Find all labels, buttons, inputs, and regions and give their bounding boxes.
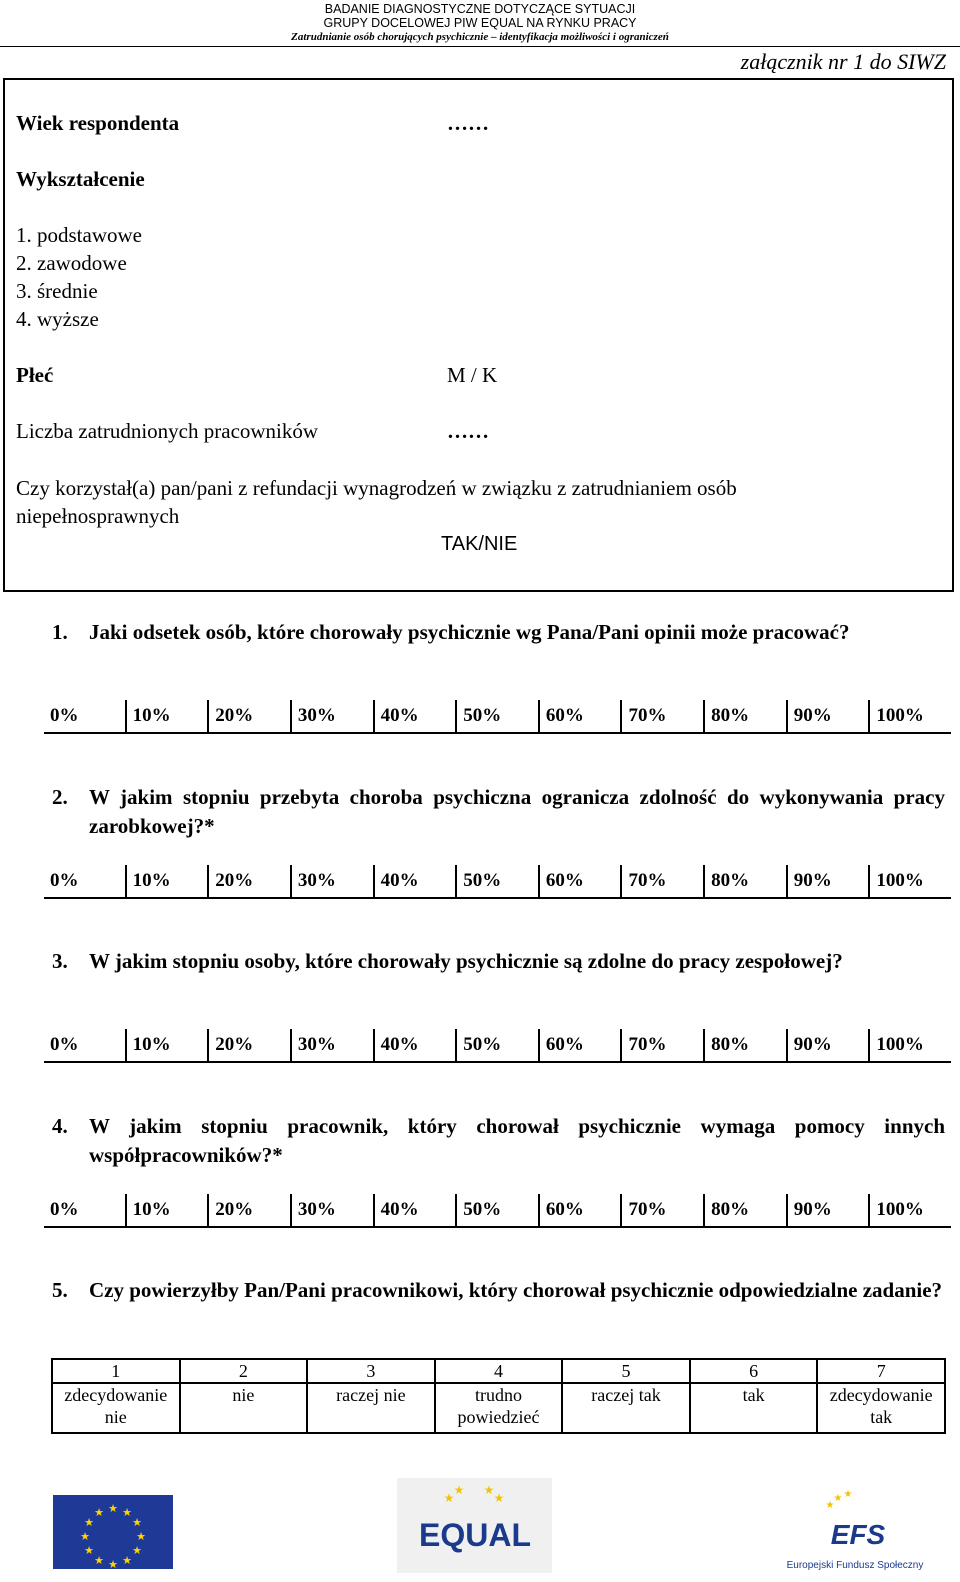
education-option[interactable]: 4. wyższe xyxy=(16,307,99,331)
sex-value[interactable]: M / K xyxy=(447,363,498,387)
question-text: W jakim stopniu osoby, które chorowały psychicznie są zdolne do pracy zespołowej? xyxy=(89,949,843,973)
scale-option[interactable]: 80% xyxy=(703,1029,786,1061)
question-number: 5. xyxy=(52,1278,68,1302)
likert-number[interactable]: 6 xyxy=(690,1359,818,1383)
scale-option[interactable]: 90% xyxy=(786,865,869,897)
likert-number[interactable]: 7 xyxy=(817,1359,945,1383)
scale-option[interactable]: 90% xyxy=(786,1194,869,1226)
svg-text:★: ★ xyxy=(132,1516,142,1529)
scale-option[interactable]: 70% xyxy=(620,865,703,897)
scale-option[interactable]: 60% xyxy=(538,700,621,732)
likert-label[interactable]: zdecydowanie tak xyxy=(817,1383,945,1433)
scale-option[interactable]: 30% xyxy=(290,865,373,897)
svg-text:★: ★ xyxy=(825,1500,835,1511)
scale-option[interactable]: 80% xyxy=(703,865,786,897)
education-label: Wykształcenie xyxy=(16,167,145,191)
question-1 xyxy=(52,618,945,647)
refund-question-cont: niepełnosprawnych xyxy=(16,504,180,528)
svg-text:★: ★ xyxy=(122,1506,132,1519)
svg-text:★: ★ xyxy=(94,1554,104,1567)
svg-text:★: ★ xyxy=(833,1493,843,1504)
question-5 xyxy=(52,1276,945,1305)
scale-option[interactable]: 10% xyxy=(125,1194,208,1226)
scale-option[interactable]: 30% xyxy=(290,1029,373,1061)
employees-label: Liczba zatrudnionych pracowników xyxy=(16,419,319,443)
scale-option[interactable]: 60% xyxy=(538,1194,621,1226)
scale-option[interactable]: 100% xyxy=(868,865,951,897)
question-number: 4. xyxy=(52,1114,68,1138)
equal-logo-text: EQUAL xyxy=(419,1517,531,1553)
scale-option[interactable]: 40% xyxy=(373,865,456,897)
likert-label[interactable]: raczej tak xyxy=(562,1383,690,1433)
efs-logo-icon xyxy=(780,1490,930,1575)
efs-logo-text: EFS xyxy=(830,1519,886,1550)
employees-value[interactable]: …… xyxy=(447,419,489,443)
scale-option[interactable]: 100% xyxy=(868,1194,951,1226)
likert-number[interactable]: 4 xyxy=(435,1359,563,1383)
likert-number[interactable]: 5 xyxy=(562,1359,690,1383)
svg-text:★: ★ xyxy=(84,1544,94,1557)
eu-flag-logo xyxy=(53,1495,173,1569)
percent-scale-q2 xyxy=(44,865,951,899)
likert-number[interactable]: 1 xyxy=(52,1359,180,1383)
scale-option[interactable]: 60% xyxy=(538,865,621,897)
scale-option[interactable]: 20% xyxy=(207,1194,290,1226)
scale-option[interactable]: 100% xyxy=(868,1029,951,1061)
percent-scale-q3 xyxy=(44,1029,951,1063)
efs-caption: Europejski Fundusz Społeczny xyxy=(786,1560,924,1571)
scale-option[interactable]: 70% xyxy=(620,1194,703,1226)
svg-text:★: ★ xyxy=(136,1530,146,1543)
header-divider xyxy=(0,46,960,47)
scale-option[interactable]: 0% xyxy=(50,705,79,726)
question-number: 1. xyxy=(52,620,68,644)
scale-option[interactable]: 90% xyxy=(786,1029,869,1061)
education-option[interactable]: 3. średnie xyxy=(16,279,98,303)
sex-label: Płeć xyxy=(16,363,54,387)
scale-option[interactable]: 50% xyxy=(455,1029,538,1061)
scale-option[interactable]: 20% xyxy=(207,865,290,897)
scale-option[interactable]: 70% xyxy=(620,1029,703,1061)
question-text: W jakim stopniu przebyta choroba psychiczna ogranicza zdolność do wykonywania pracy zarobkowej?* xyxy=(89,785,945,838)
header-line-1: BADANIE DIAGNOSTYCZNE DOTYCZĄCE SYTUACJI xyxy=(324,2,636,16)
scale-option[interactable]: 0% xyxy=(50,870,79,891)
age-value[interactable]: …… xyxy=(447,111,489,135)
svg-text:★: ★ xyxy=(80,1530,90,1543)
scale-option[interactable]: 80% xyxy=(703,1194,786,1226)
refund-question: Czy korzystał(a) pan/pani z refundacji wynagrodzeń w związku z zatrudnianiem osób xyxy=(16,476,737,500)
scale-option[interactable]: 90% xyxy=(786,700,869,732)
eu-stars-icon xyxy=(53,1495,173,1569)
percent-scale-q4 xyxy=(44,1194,951,1228)
percent-scale-q1 xyxy=(44,700,951,734)
scale-option[interactable]: 30% xyxy=(290,700,373,732)
scale-option[interactable]: 50% xyxy=(455,700,538,732)
scale-option[interactable]: 80% xyxy=(703,700,786,732)
scale-option[interactable]: 40% xyxy=(373,1194,456,1226)
scale-option[interactable]: 60% xyxy=(538,1029,621,1061)
question-3 xyxy=(52,947,945,976)
question-text: Czy powierzyłby Pan/Pani pracownikowi, który chorował psychicznie odpowiedzialne zadanie? xyxy=(89,1278,943,1302)
scale-option[interactable]: 20% xyxy=(207,1029,290,1061)
scale-option[interactable]: 10% xyxy=(125,865,208,897)
education-option[interactable]: 1. podstawowe xyxy=(16,223,142,247)
scale-option[interactable]: 10% xyxy=(125,700,208,732)
question-4 xyxy=(52,1112,945,1170)
svg-text:★: ★ xyxy=(84,1516,94,1529)
likert-label[interactable]: raczej nie xyxy=(307,1383,435,1433)
header-line-2: GRUPY DOCELOWEJ PIW EQUAL NA RYNKU PRACY xyxy=(323,16,637,30)
scale-option[interactable]: 0% xyxy=(50,1199,79,1220)
svg-text:★: ★ xyxy=(443,1491,455,1505)
likert-scale-table xyxy=(51,1358,946,1434)
efs-logo xyxy=(780,1490,930,1575)
question-number: 2. xyxy=(52,785,68,809)
equal-logo xyxy=(397,1478,552,1573)
svg-text:★: ★ xyxy=(108,1502,118,1515)
scale-option[interactable]: 70% xyxy=(620,700,703,732)
equal-logo-icon xyxy=(397,1478,552,1573)
svg-text:★: ★ xyxy=(453,1483,465,1497)
scale-option[interactable]: 20% xyxy=(207,700,290,732)
likert-label[interactable]: tak xyxy=(690,1383,818,1433)
likert-label[interactable]: trudno powiedzieć xyxy=(435,1383,563,1433)
question-number: 3. xyxy=(52,949,68,973)
annex-label: załącznik nr 1 do SIWZ xyxy=(740,49,946,74)
svg-text:★: ★ xyxy=(108,1558,118,1569)
scale-option[interactable]: 0% xyxy=(50,1034,79,1055)
scale-option[interactable]: 30% xyxy=(290,1194,373,1226)
question-text: W jakim stopniu pracownik, który chorował psychicznie wymaga pomocy innych współpracowników?* xyxy=(89,1114,945,1167)
scale-option[interactable]: 40% xyxy=(373,1029,456,1061)
svg-text:★: ★ xyxy=(132,1544,142,1557)
header-line-3: Zatrudnianie osób chorujących psychicznie – identyfikacja możliwości i ograniczeń xyxy=(291,31,669,43)
svg-text:★: ★ xyxy=(843,1490,853,1500)
scale-option[interactable]: 10% xyxy=(125,1029,208,1061)
scale-option[interactable]: 50% xyxy=(455,1194,538,1226)
likert-label[interactable]: nie xyxy=(180,1383,308,1433)
svg-text:★: ★ xyxy=(94,1506,104,1519)
likert-label[interactable]: zdecydowanie nie xyxy=(52,1383,180,1433)
question-2 xyxy=(52,783,945,841)
likert-number[interactable]: 2 xyxy=(180,1359,308,1383)
age-label: Wiek respondenta xyxy=(16,111,180,135)
refund-answer[interactable]: TAK/NIE xyxy=(441,533,518,555)
likert-number[interactable]: 3 xyxy=(307,1359,435,1383)
scale-option[interactable]: 100% xyxy=(868,700,951,732)
svg-text:★: ★ xyxy=(493,1491,505,1505)
scale-option[interactable]: 50% xyxy=(455,865,538,897)
education-option[interactable]: 2. zawodowe xyxy=(16,251,127,275)
question-text: Jaki odsetek osób, które chorowały psychicznie wg Pana/Pani opinii może pracować? xyxy=(89,620,850,644)
svg-text:★: ★ xyxy=(483,1483,495,1497)
document-header xyxy=(0,2,960,44)
svg-text:★: ★ xyxy=(122,1554,132,1567)
scale-option[interactable]: 40% xyxy=(373,700,456,732)
